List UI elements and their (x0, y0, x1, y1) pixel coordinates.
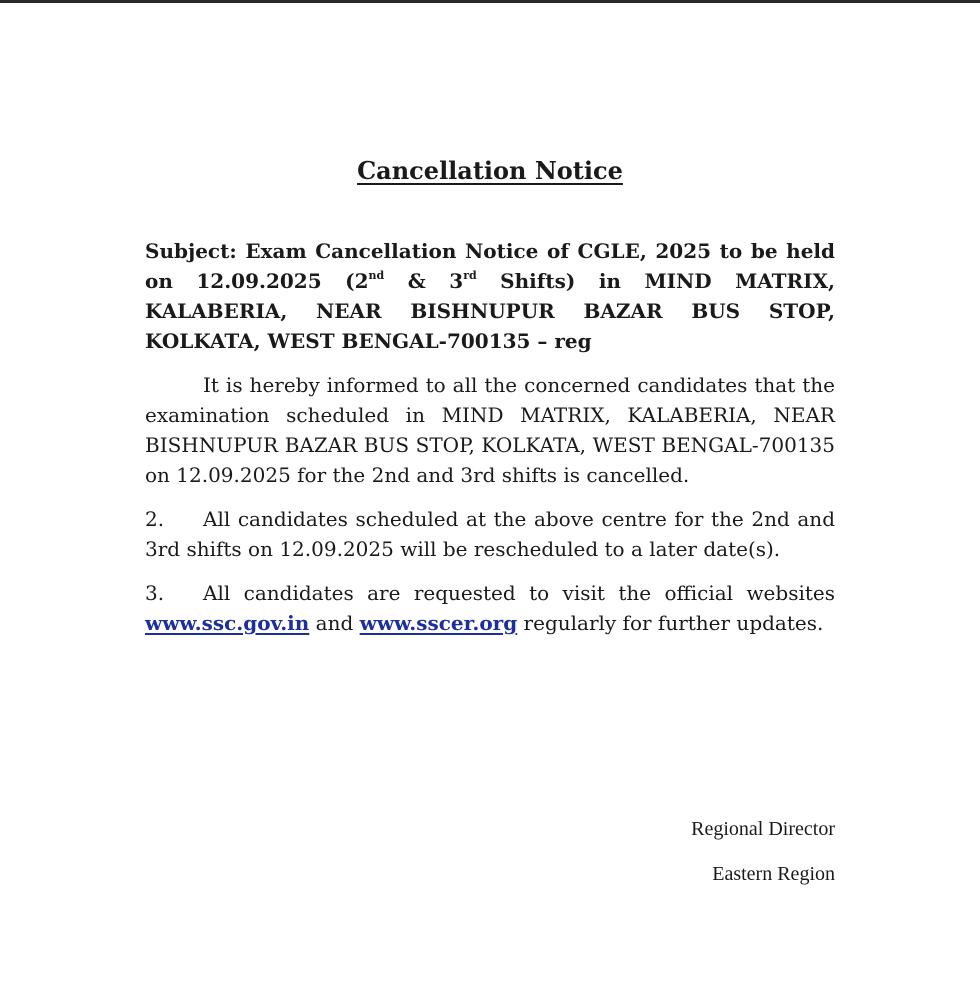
paragraph-1: It is hereby informed to all the concerned candidates that the examination scheduled in MIND MATRIX, KALABERIA, NEAR BISHNUPUR BAZAR BUS STOP, KOLKATA, WEST BENGAL-700135 on 12.09.2025 for the 2nd and 3rd shifts is cancelled. (145, 373, 835, 487)
paragraph-2-number: 2. (145, 507, 165, 531)
subject-sup-rd: rd (463, 269, 477, 282)
subject-text-part2: & 3 (384, 269, 464, 293)
sscer-website-link[interactable]: www.sscer.org (359, 611, 518, 635)
paragraph-3 (145, 578, 835, 638)
top-border-line (0, 0, 980, 3)
subject-line (145, 236, 835, 356)
paragraph-3-text-middle: and (309, 611, 360, 635)
notice-title-container (0, 155, 980, 187)
paragraph-3-number: 3. (145, 581, 165, 605)
notice-title: Cancellation Notice (357, 156, 623, 185)
paragraph-3-text-after: regularly for further updates. (517, 611, 824, 635)
signatory-region: Eastern Region (712, 863, 835, 885)
signatory-designation: Regional Director (691, 818, 835, 840)
paragraph-2 (145, 504, 835, 564)
paragraph-3-text-before: All candidates are requested to visit the official websites (203, 581, 835, 605)
subject-sup-nd: nd (368, 269, 385, 282)
subject-text-part1: Subject: Exam Cancellation Notice of CGLE, 2025 to be held on 12.09.2025 (2 (145, 239, 835, 293)
ssc-website-link[interactable]: www.ssc.gov.in (145, 611, 310, 635)
subject-text-part3: Shifts) in MIND MATRIX, KALABERIA, NEAR BISHNUPUR BAZAR BUS STOP, KOLKATA, WEST BENGAL-700135 – reg (145, 269, 835, 353)
notice-body (145, 236, 835, 638)
paragraph-2-text: All candidates scheduled at the above centre for the 2nd and 3rd shifts on 12.09.2025 will be rescheduled to a later date(s). (145, 507, 835, 561)
